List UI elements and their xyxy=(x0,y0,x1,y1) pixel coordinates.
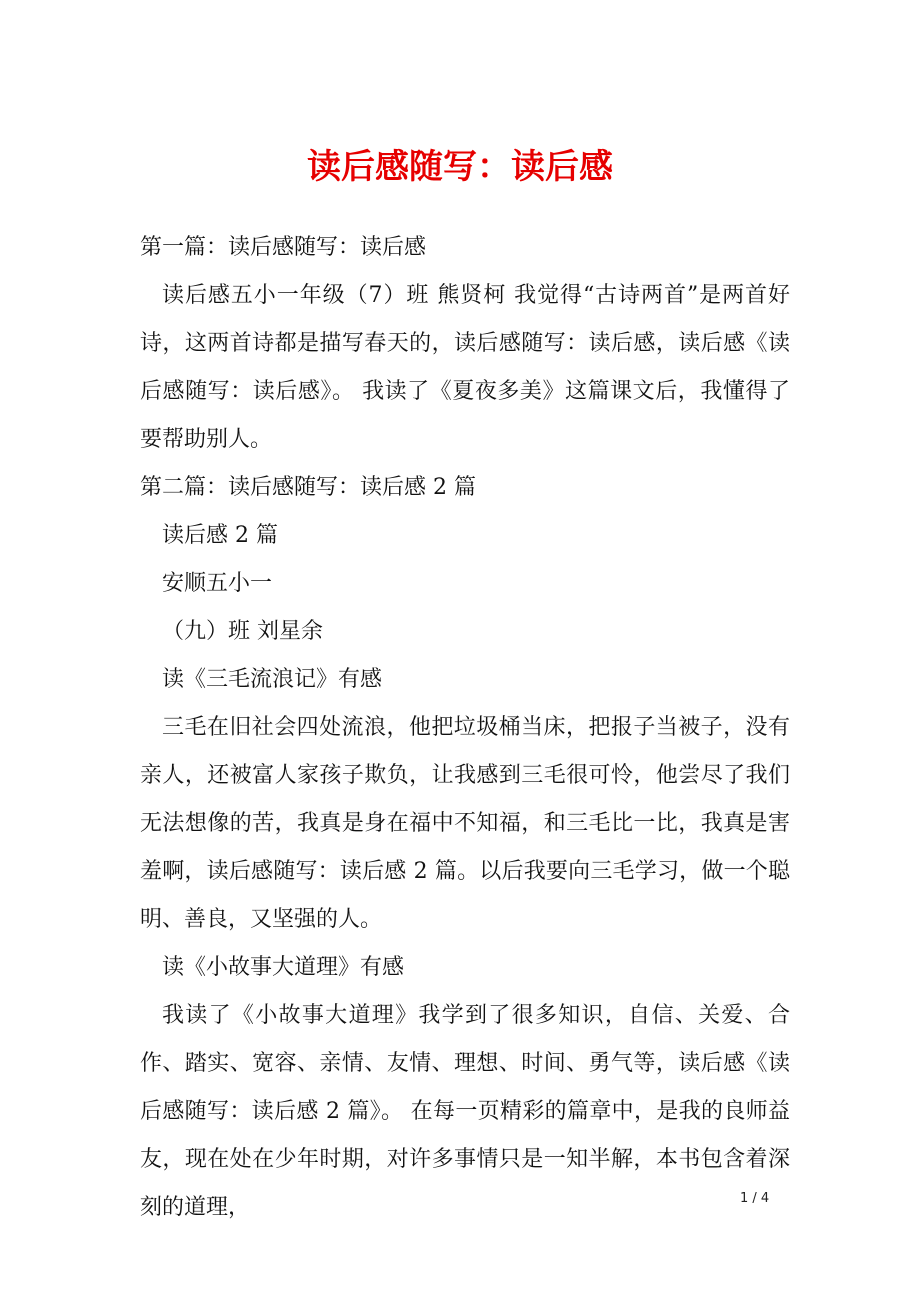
page-number: 1 / 4 xyxy=(740,1191,770,1206)
paragraph: （九）班 刘星余 xyxy=(162,619,323,644)
document-title: 读后感随写：读后感 xyxy=(307,147,613,187)
paragraph: 读《小故事大道理》有感 xyxy=(162,955,405,980)
document-body xyxy=(140,224,790,1232)
paragraph: 读《三毛流浪记》有感 xyxy=(162,667,383,692)
paragraph: 第一篇：读后感随写：读后感 xyxy=(140,235,427,260)
paragraph: 安顺五小一 xyxy=(162,571,273,596)
paragraph: 第二篇：读后感随写：读后感 2 篇 xyxy=(140,475,476,500)
paragraph: 我读了《小故事大道理》我学到了很多知识，自信、关爱、合作、踏实、宽容、亲情、友情、理想、时间、勇气等，读后感《读后感随写：读后感 2 篇》。 在每一页精彩的篇章中，是我的良师益友，现在处在少年时期，对许多事情只是一知半解，本书包含着深刻的道理， xyxy=(140,1003,790,1220)
paragraph: 读后感五小一年级（7）班 熊贤柯 我觉得“古诗两首”是两首好诗，这两首诗都是描写春天的，读后感随写：读后感，读后感《读后感随写：读后感》。 我读了《夏夜多美》这篇课文后，我懂得了要帮助别人。 xyxy=(140,283,790,452)
paragraph: 读后感 2 篇 xyxy=(162,523,278,548)
paragraph: 三毛在旧社会四处流浪，他把垃圾桶当床，把报子当被子，没有亲人，还被富人家孩子欺负，让我感到三毛很可怜，他尝尽了我们无法想像的苦，我真是身在福中不知福，和三毛比一比，我真是害羞啊，读后感随写：读后感 2 篇。以后我要向三毛学习，做一个聪明、善良，又坚强的人。 xyxy=(140,715,790,932)
